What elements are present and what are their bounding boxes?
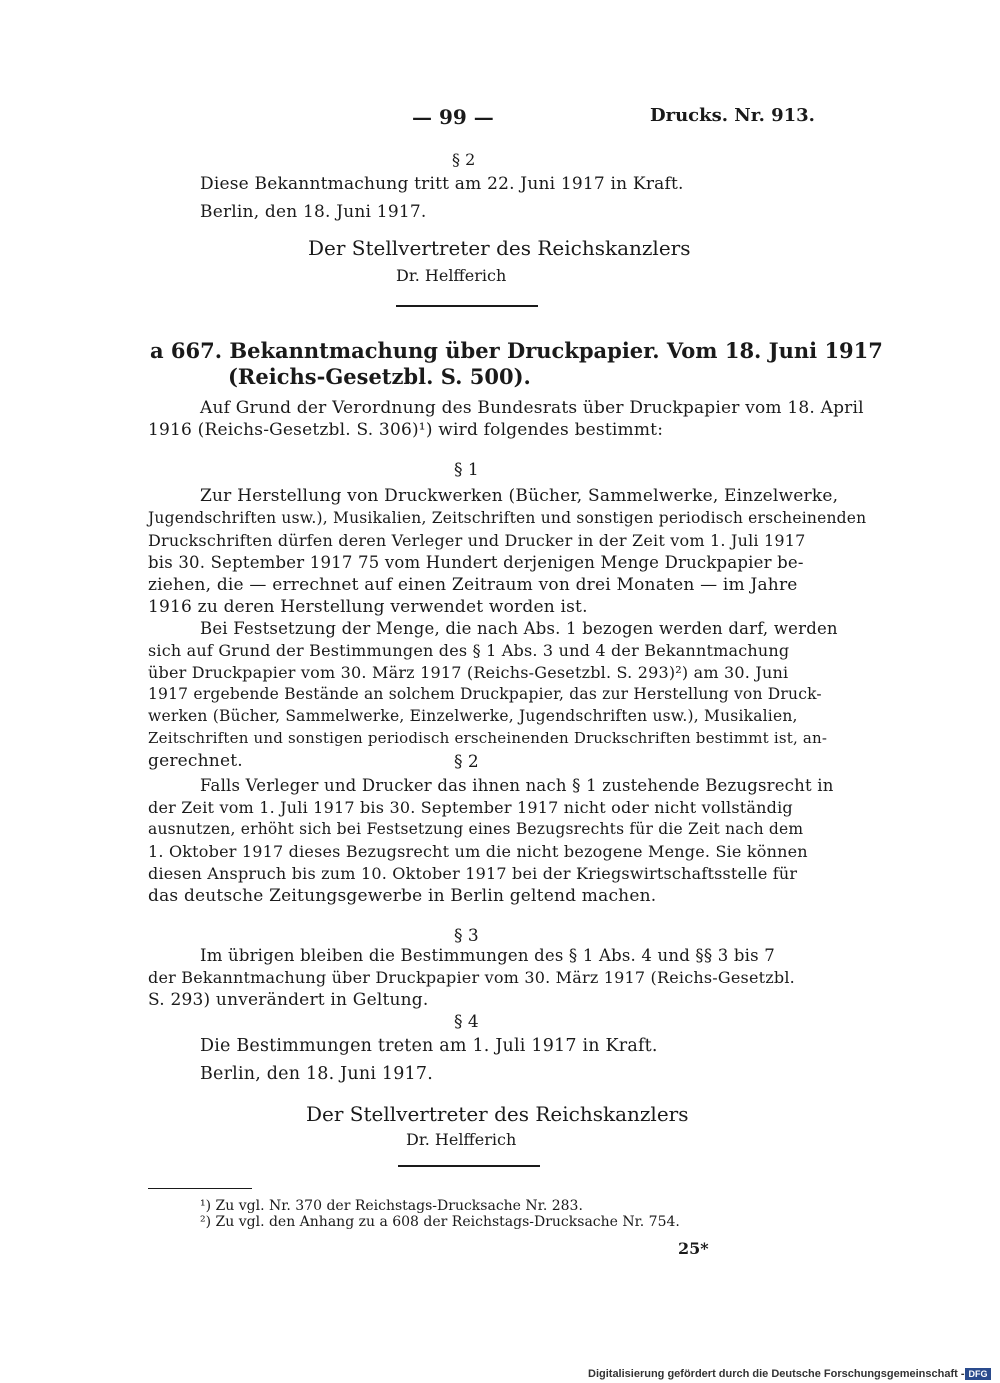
- signature-name: Dr. Helfferich: [396, 266, 507, 285]
- text-line: ausnutzen, erhöht sich bei Festsetzung eines Bezugsrechts für die Zeit nach dem: [148, 820, 804, 838]
- page-number: — 99 —: [412, 105, 494, 129]
- text-line: bis 30. September 1917 75 vom Hundert derjenigen Menge Druckpapier be-: [148, 553, 804, 572]
- signature-title: Der Stellvertreter des Reichskanzlers: [306, 1102, 689, 1126]
- text-line: gerechnet.: [148, 751, 243, 771]
- text-line: diesen Anspruch bis zum 10. Oktober 1917 bei der Kriegswirtschaftsstelle für: [148, 864, 798, 883]
- text-line: Falls Verleger und Drucker das ihnen nach § 1 zustehende Bezugsrecht in: [200, 776, 834, 795]
- funding-note: Digitalisierung gefördert durch die Deutsche Forschungsgemeinschaft -: [588, 1368, 965, 1380]
- text-line: Zeitschriften und sonstigen periodisch erscheinenden Druckschriften bestimmt ist, an-: [148, 729, 828, 747]
- dfg-logo: DFG: [965, 1368, 991, 1380]
- text-line: der Zeit vom 1. Juli 1917 bis 30. September 1917 nicht oder nicht vollständig: [148, 798, 793, 817]
- text-line: 1916 (Reichs-Gesetzbl. S. 306)¹) wird folgendes bestimmt:: [148, 420, 664, 440]
- text-line: das deutsche Zeitungsgewerbe in Berlin geltend machen.: [148, 886, 657, 906]
- text-line: 1917 ergebende Bestände an solchem Druckpapier, das zur Herstellung von Druck-: [148, 685, 822, 703]
- section-heading: § 2: [454, 752, 479, 772]
- text-line: ziehen, die — errechnet auf einen Zeitraum von drei Monaten — im Jahre: [148, 575, 798, 595]
- text-line: Jugendschriften usw.), Musikalien, Zeitschriften und sonstigen periodisch erscheinenden: [148, 509, 867, 527]
- text-line: Bei Festsetzung der Menge, die nach Abs. 1 bezogen werden darf, werden: [200, 619, 838, 638]
- text-line: Zur Herstellung von Druckwerken (Bücher, Sammelwerke, Einzelwerke,: [200, 486, 839, 506]
- divider: [396, 305, 538, 307]
- text-line: werken (Bücher, Sammelwerke, Einzelwerke, Jugendschriften usw.), Musikalien,: [148, 707, 798, 725]
- section-heading: § 1: [454, 460, 479, 480]
- document-reference: Drucks. Nr. 913.: [650, 105, 815, 126]
- section-heading: § 3: [454, 926, 479, 946]
- text-line: 1. Oktober 1917 dieses Bezugsrecht um die nicht bezogene Menge. Sie können: [148, 842, 808, 861]
- text-line: der Bekanntmachung über Druckpapier vom 30. März 1917 (Reichs-Gesetzbl.: [148, 968, 795, 987]
- text-line: 1916 zu deren Herstellung verwendet worden ist.: [148, 597, 588, 617]
- text-line: Berlin, den 18. Juni 1917.: [200, 202, 427, 222]
- divider: [398, 1165, 540, 1167]
- footnote-rule: [148, 1188, 252, 1189]
- text-line: Druckschriften dürfen deren Verleger und Drucker in der Zeit vom 1. Juli 1917: [148, 531, 806, 550]
- announcement-title: a 667. Bekanntmachung über Druckpapier. Vom 18. Juni 1917: [150, 338, 883, 363]
- text-line: über Druckpapier vom 30. März 1917 (Reichs-Gesetzbl. S. 293)²) am 30. Juni: [148, 663, 789, 682]
- text-line: Die Bestimmungen treten am 1. Juli 1917 in Kraft.: [200, 1036, 658, 1056]
- signature-title: Der Stellvertreter des Reichskanzlers: [308, 236, 691, 260]
- text-line: S. 293) unverändert in Geltung.: [148, 990, 429, 1010]
- footnote: ¹) Zu vgl. Nr. 370 der Reichstags-Drucksache Nr. 283.: [200, 1198, 583, 1214]
- text-line: Berlin, den 18. Juni 1917.: [200, 1064, 433, 1084]
- announcement-title-source: (Reichs-Gesetzbl. S. 500).: [228, 364, 531, 389]
- signature-mark: 25*: [678, 1239, 709, 1258]
- text-line: sich auf Grund der Bestimmungen des § 1 Abs. 3 und 4 der Bekanntmachung: [148, 641, 790, 660]
- signature-name: Dr. Helfferich: [406, 1130, 517, 1149]
- section-heading: § 2: [452, 150, 476, 169]
- text-line: Auf Grund der Verordnung des Bundesrats über Druckpapier vom 18. April: [200, 398, 864, 418]
- text-line: Diese Bekanntmachung tritt am 22. Juni 1917 in Kraft.: [200, 174, 684, 194]
- section-heading: § 4: [454, 1012, 479, 1032]
- footnote: ²) Zu vgl. den Anhang zu a 608 der Reichstags-Drucksache Nr. 754.: [200, 1214, 680, 1230]
- text-line: Im übrigen bleiben die Bestimmungen des § 1 Abs. 4 und §§ 3 bis 7: [200, 946, 775, 965]
